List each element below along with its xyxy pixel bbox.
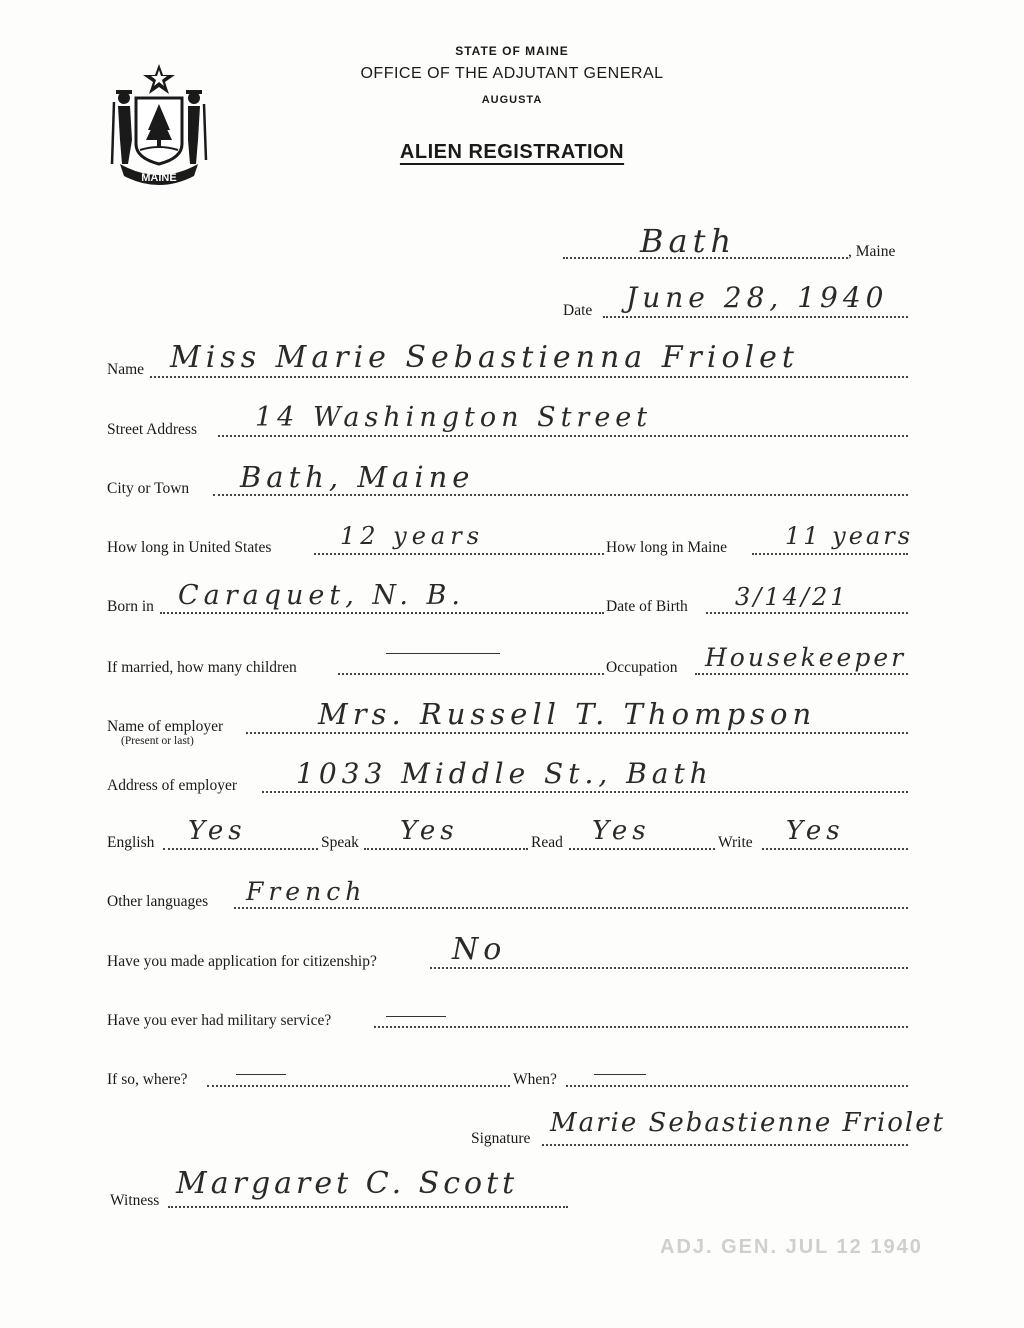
- street-label: Street Address: [107, 421, 197, 438]
- city-label: City or Town: [107, 480, 190, 497]
- write-value: Yes: [786, 816, 845, 846]
- date-line: [603, 316, 908, 318]
- employer-address-line: [262, 791, 908, 793]
- witness-label: Witness: [110, 1192, 160, 1209]
- born-in-label: Born in: [107, 598, 154, 615]
- speak-line: [364, 848, 528, 850]
- other-languages-line: [234, 907, 908, 909]
- military-dash-mark: [386, 1016, 446, 1017]
- citizenship-value: No: [452, 932, 507, 967]
- where-label: If so, where?: [107, 1071, 188, 1088]
- maine-label: , Maine: [848, 243, 896, 260]
- birth-date-line: [706, 612, 908, 614]
- when-label: When?: [513, 1071, 557, 1088]
- street-value: 14 Washington Street: [255, 402, 653, 433]
- occupation-label: Occupation: [606, 659, 678, 676]
- children-line: [338, 673, 604, 675]
- maine-seal-emblem: [106, 60, 212, 186]
- maine-years-label: How long in Maine: [606, 539, 727, 556]
- received-stamp: ADJ. GEN. JUL 12 1940: [660, 1236, 923, 1258]
- military-label: Have you ever had military service?: [107, 1012, 332, 1029]
- read-value: Yes: [592, 816, 651, 846]
- town-value: Bath: [640, 222, 737, 260]
- name-line: [150, 376, 908, 378]
- signature-line: [542, 1144, 908, 1146]
- read-line: [569, 848, 715, 850]
- citizenship-line: [430, 967, 908, 969]
- employer-address-label: Address of employer: [107, 777, 237, 794]
- street-line: [218, 435, 908, 437]
- english-label: English: [107, 834, 155, 851]
- form-title: ALIEN REGISTRATION: [399, 141, 625, 163]
- office-heading: OFFICE OF THE ADJUTANT GENERAL: [360, 65, 664, 82]
- birth-date-label: Date of Birth: [606, 598, 688, 615]
- when-dash-mark: [594, 1074, 646, 1075]
- occupation-value: Housekeeper: [705, 643, 907, 672]
- employer-line: [246, 732, 908, 734]
- us-years-value: 12 years: [340, 522, 485, 550]
- city-value: Bath, Maine: [240, 460, 475, 494]
- where-dash-mark: [236, 1074, 286, 1075]
- citizenship-label: Have you made application for citizenship?: [107, 953, 377, 970]
- employer-address-value: 1033 Middle St., Bath: [296, 757, 713, 790]
- speak-value: Yes: [400, 816, 459, 846]
- name-label: Name: [107, 361, 145, 378]
- name-value: Miss Marie Sebastienna Friolet: [170, 340, 799, 375]
- write-line: [762, 848, 908, 850]
- employer-label: Name of employer: [107, 718, 224, 735]
- children-dash-mark: [386, 653, 500, 654]
- employer-value: Mrs. Russell T. Thompson: [318, 697, 817, 731]
- date-label: Date: [563, 302, 593, 319]
- where-line: [207, 1085, 510, 1087]
- other-languages-label: Other languages: [107, 893, 209, 910]
- signature-label: Signature: [471, 1130, 531, 1147]
- us-years-line: [314, 553, 604, 555]
- state-heading: STATE OF MAINE: [455, 44, 569, 58]
- maine-years-line: [752, 553, 908, 555]
- read-label: Read: [531, 834, 563, 851]
- when-line: [566, 1085, 908, 1087]
- witness-value: Margaret C. Scott: [176, 1166, 519, 1201]
- employer-sublabel: (Present or last): [121, 735, 194, 747]
- english-value: Yes: [188, 816, 247, 846]
- date-value: June 28, 1940: [626, 281, 889, 314]
- maine-years-value: 11 years: [785, 522, 914, 550]
- other-languages-value: French: [246, 877, 367, 906]
- us-years-label: How long in United States: [107, 539, 272, 556]
- witness-line: [168, 1206, 568, 1208]
- military-line: [374, 1026, 908, 1028]
- born-in-line: [160, 612, 604, 614]
- english-line: [163, 848, 318, 850]
- city-heading: AUGUSTA: [481, 94, 543, 106]
- speak-label: Speak: [321, 834, 359, 851]
- signature-value: Marie Sebastienne Friolet: [550, 1108, 946, 1138]
- born-in-value: Caraquet, N. B.: [178, 580, 465, 611]
- city-line: [213, 494, 908, 496]
- seal-text: MAINE: [141, 172, 177, 184]
- birth-date-value: 3/14/21: [735, 583, 849, 611]
- occupation-line: [695, 673, 908, 675]
- write-label: Write: [718, 834, 753, 851]
- children-label: If married, how many children: [107, 659, 297, 676]
